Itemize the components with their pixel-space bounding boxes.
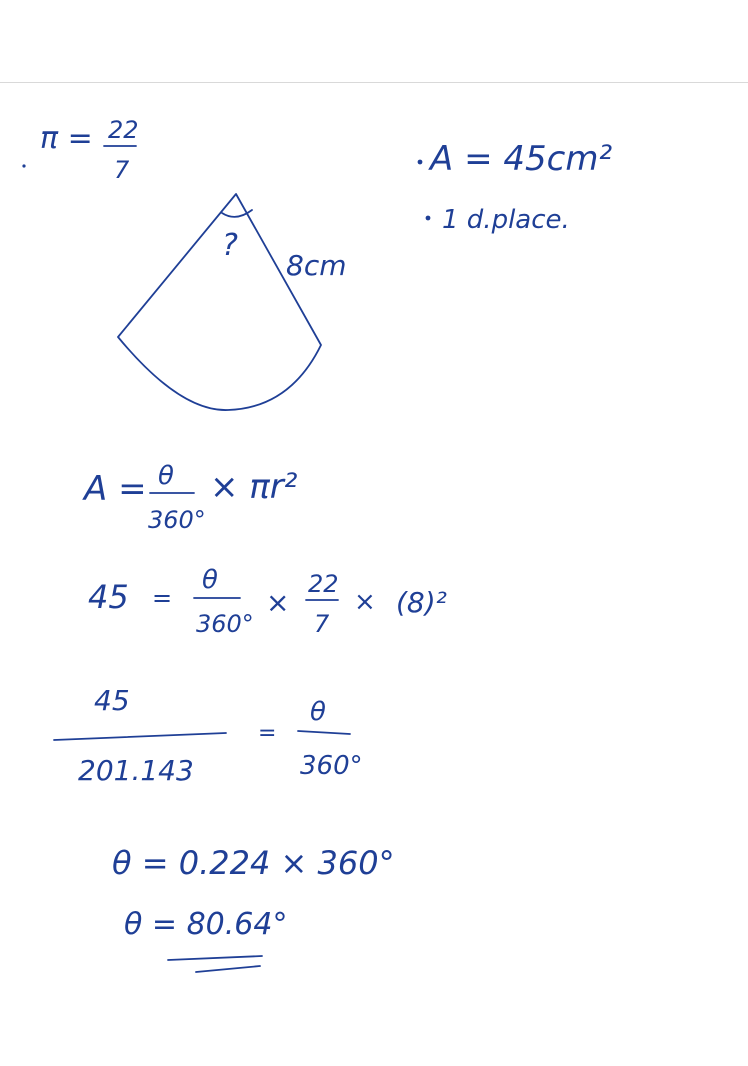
pi-denominator: 7: [114, 156, 130, 184]
formula-lhs: A =: [84, 469, 147, 509]
answer-underline-1: [168, 956, 262, 960]
formula-rhs: × πr²: [210, 467, 298, 507]
substitution-lhs: 45: [88, 578, 129, 616]
bullet-dot: [426, 216, 431, 221]
division-denominator: 201.143: [78, 754, 194, 787]
division-equals: =: [258, 721, 277, 746]
substitution-times-2: ×: [354, 587, 376, 617]
answer-underline-2: [196, 966, 260, 972]
substitution-pi-numerator: 22: [308, 570, 339, 598]
angle-unknown-mark: ?: [222, 228, 238, 263]
stray-dot: [22, 164, 25, 167]
division-rhs-theta: θ: [310, 697, 326, 727]
given-area: A = 45cm²: [430, 139, 613, 179]
division-numerator: 45: [94, 684, 130, 717]
sector-outline: [118, 194, 321, 410]
division-bar: [54, 733, 226, 740]
final-answer: θ = 80.64°: [124, 907, 288, 942]
step-multiply: θ = 0.224 × 360°: [112, 844, 395, 882]
substitution-pi-denominator: 7: [314, 610, 330, 638]
division-rhs-360: 360°: [300, 751, 363, 781]
substitution-theta: θ: [202, 565, 218, 595]
pi-definition-lhs: π =: [40, 121, 93, 156]
formula-360: 360°: [148, 506, 206, 534]
division-rhs-bar: [298, 731, 350, 734]
substitution-equals: =: [152, 584, 173, 612]
substitution-times-1: ×: [266, 586, 290, 619]
radius-label: 8cm: [286, 249, 347, 282]
bullet-dot: [418, 160, 423, 165]
substitution-radius-squared: (8)²: [396, 586, 447, 619]
given-precision: 1 d.place.: [442, 205, 570, 235]
pi-numerator: 22: [108, 116, 139, 144]
substitution-360: 360°: [196, 610, 254, 638]
formula-theta: θ: [158, 461, 174, 491]
